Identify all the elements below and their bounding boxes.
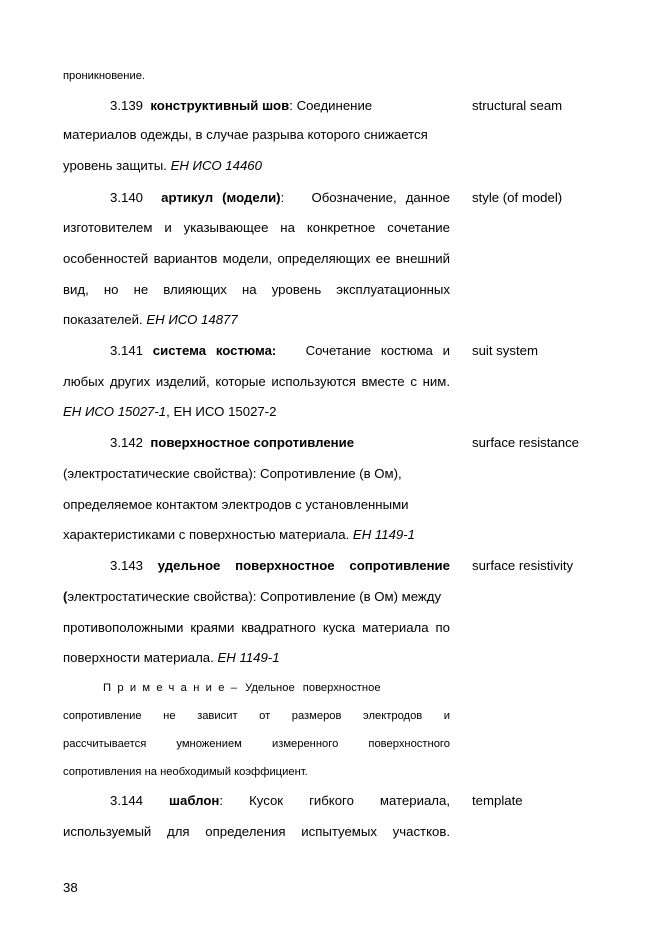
definition-line: изготовителем и указывающее на конкретное сочетание (63, 220, 450, 235)
definition-line: особенностей вариантов модели, определяющих ее внешний (63, 251, 450, 266)
english-term-3-143: surface resistivity (472, 558, 574, 573)
standard-reference: ЕН 1149-1 (352, 527, 415, 542)
term-3-139-heading (110, 98, 450, 114)
term-number: 3.143 (110, 558, 144, 573)
term-title: удельное поверхностное сопротивление (157, 558, 450, 573)
term-number: 3.144 (110, 793, 144, 808)
definition-line: противоположными краями квадратного куска материала по (63, 620, 450, 635)
definition-line: вид, но не влияющих на уровень эксплуатационных (63, 282, 450, 297)
definition-text: показателей. (63, 312, 143, 327)
note-line: сопротивления на необходимый коэффициент. (63, 766, 308, 778)
term-colon: : (219, 793, 224, 808)
definition-line: любых других изделий, которые используются вместе с ним. (63, 374, 450, 389)
term-number: 3.142 (110, 435, 144, 450)
standard-reference: ЕН 1149-1 (217, 650, 280, 665)
page-number: 38 (63, 880, 78, 895)
term-title: поверхностное сопротивление (150, 435, 355, 450)
note-label: Примечание (103, 682, 231, 694)
term-3-144-heading (110, 793, 450, 809)
english-term-3-144: template (472, 793, 523, 808)
term-colon: : (280, 190, 285, 205)
english-term-3-140: style (of model) (472, 190, 563, 205)
definition-line: (электростатические свойства): Сопротивление (в Ом), (63, 466, 402, 481)
definition-line (63, 589, 450, 605)
definition-line (63, 158, 450, 174)
definition-text: электростатические свойства): Сопротивление (в Ом) между (67, 589, 442, 604)
term-3-142-heading (110, 435, 450, 451)
english-term-3-141: suit system (472, 343, 538, 358)
term-definition: Сочетание костюма и (305, 343, 450, 358)
term-title: система костюма: (152, 343, 277, 358)
term-title: конструктивный шов (150, 98, 290, 113)
definition-line (63, 312, 450, 328)
definition-line: материалов одежды, в случае разрыва которого снижается (63, 127, 428, 142)
english-term-3-142: surface resistance (472, 435, 580, 450)
standard-reference: ЕН ИСО 14460 (170, 158, 262, 173)
definition-text: поверхности материала. (63, 650, 214, 665)
term-title: артикул (модели) (161, 190, 281, 205)
definition-line (63, 404, 450, 420)
definition-text: характеристиками с поверхностью материала. (63, 527, 350, 542)
term-3-143-heading (110, 558, 450, 574)
term-title: шаблон (169, 793, 220, 808)
term-number: 3.139 (110, 98, 144, 113)
standard-reference: ЕН ИСО 14877 (146, 312, 238, 327)
term-number: 3.141 (110, 343, 144, 358)
standard-reference: , ЕН ИСО 15027-2 (166, 404, 277, 419)
term-definition: Соединение (296, 98, 373, 113)
definition-line (63, 527, 450, 543)
term-colon: : (289, 98, 293, 113)
definition-line (63, 650, 450, 666)
note-line: сопротивление не зависит от размеров электродов и (63, 710, 450, 722)
definition-text: уровень защиты. (63, 158, 167, 173)
term-definition: Кусок гибкого материала, (249, 793, 450, 808)
term-definition: Обозначение, данное (311, 190, 451, 205)
term-3-141-heading (110, 343, 450, 359)
note-line: рассчитывается умножением измеренного поверхностного (63, 738, 450, 750)
definition-line: определяемое контактом электродов с установленными (63, 497, 409, 512)
note-text: – Удельное поверхностное (230, 682, 381, 694)
term-3-140-heading (110, 190, 450, 206)
intro-text: проникновение. (63, 70, 146, 82)
open-paren: ( (63, 589, 68, 604)
english-term-3-139: structural seam (472, 98, 563, 113)
note-heading (103, 681, 450, 695)
standard-reference: ЕН ИСО 15027-1 (63, 404, 167, 419)
term-number: 3.140 (110, 190, 144, 205)
definition-line: используемый для определения испытуемых участков. (63, 824, 450, 839)
